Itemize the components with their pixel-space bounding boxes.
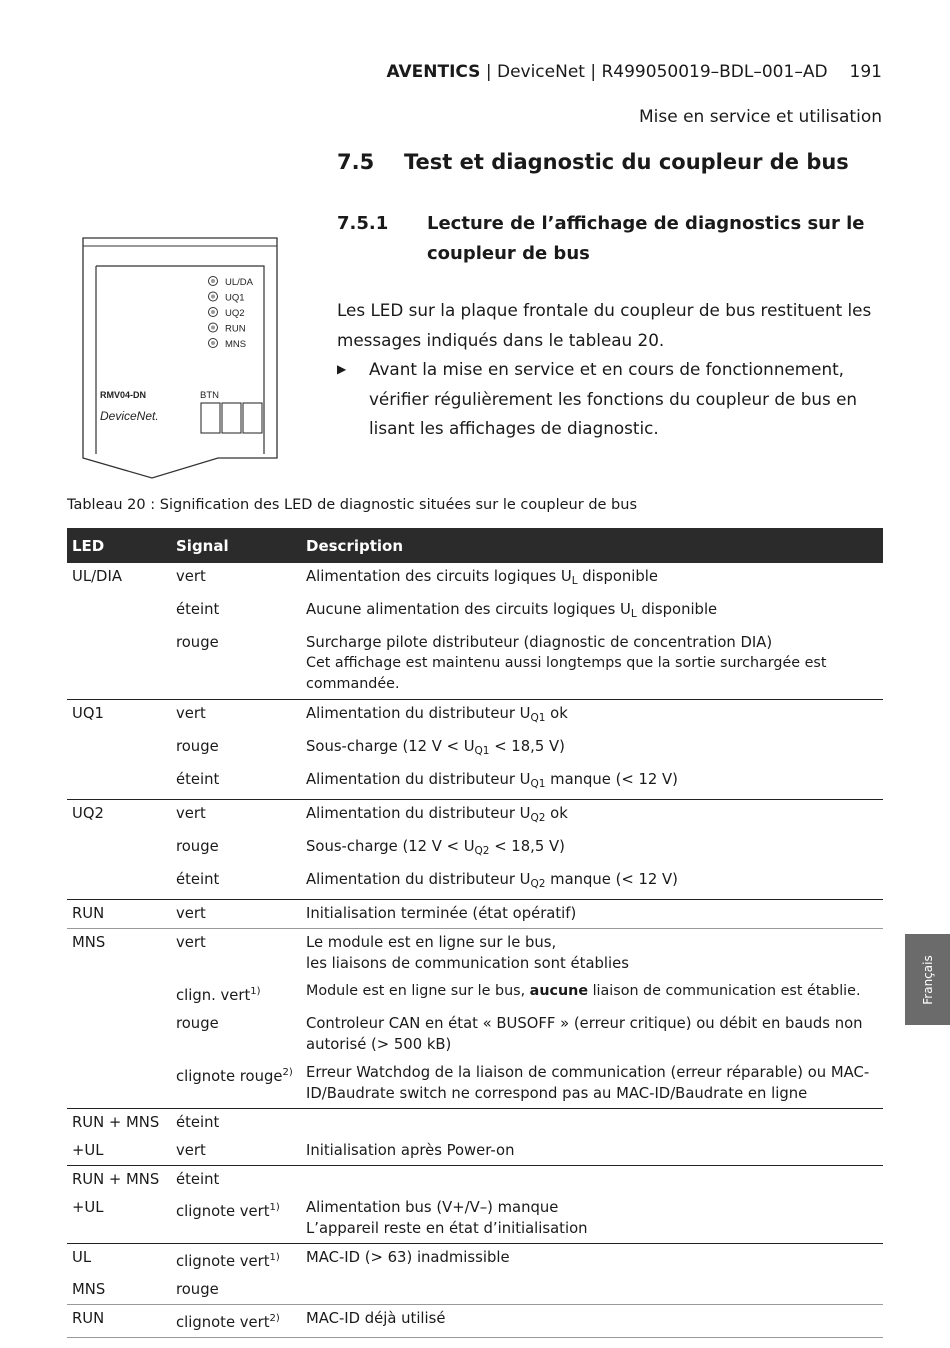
- running-header: [386, 62, 882, 82]
- cell-signal: vert: [176, 1142, 206, 1159]
- led-label-ulda: UL/DA: [225, 277, 253, 288]
- cell-signal: clign. vert$^{1)}$: [176, 986, 261, 1004]
- cell-description: Alimentation des circuits logiques $U_L$ disponible: [306, 568, 659, 587]
- table-caption: Tableau 20 : Signification des LED de diagnostic situées sur le coupleur de bus: [67, 497, 638, 513]
- body-text: [337, 296, 892, 444]
- cell-led: MNS: [67, 929, 171, 979]
- cell-signal: vert: [171, 700, 301, 734]
- led-label-uq1: UQ1: [225, 292, 245, 304]
- device-illustration: [80, 236, 280, 480]
- switch-3: [243, 403, 262, 433]
- cell-description: Alimentation du distributeur $U_{Q1}$ ok: [301, 700, 883, 734]
- cell-description: Alimentation du distributeur $U_{Q1}$ manque (< 12 V): [306, 771, 678, 790]
- cell-signal: rouge: [176, 838, 219, 855]
- cell-description: Initialisation après Power-on: [306, 1142, 515, 1159]
- header-signal: Signal: [171, 528, 301, 563]
- cell-description: MAC-ID déjà utilisé: [301, 1305, 883, 1338]
- cell-description: Sous-charge (12 $V < U_{Q2} < 18,5$ V): [306, 838, 565, 857]
- instruction-bullet: [337, 355, 892, 444]
- table-row: [67, 1137, 883, 1166]
- table-row: [67, 1059, 883, 1109]
- cell-led: RUN: [67, 900, 171, 929]
- cell-description: Erreur Watchdog de la liaison de communication (erreur réparable) ou MAC-ID/Baudrate switch ne correspond pas au MAC-ID/Baudrate en ligne: [306, 1064, 870, 1102]
- table-row: [67, 1305, 883, 1338]
- language-label: Français: [920, 954, 935, 1005]
- intro-paragraph: Les LED sur la plaque frontale du coupleur de bus restituent les messages indiqués dans le tableau 20.: [337, 300, 872, 350]
- cell-led: UQ1: [67, 700, 171, 734]
- led-label-uq2: UQ2: [225, 308, 245, 319]
- led-label-run: RUN: [225, 323, 246, 335]
- chapter-title: Mise en service et utilisation: [638, 107, 882, 127]
- cell-led: UL: [67, 1244, 171, 1277]
- cell-signal: clignote vert$^{2)}$: [171, 1305, 301, 1338]
- table-row: [67, 1010, 883, 1059]
- table-row: [67, 1166, 883, 1195]
- cell-led: RUN: [67, 1305, 171, 1338]
- cell-description: Surcharge pilote distributeur (diagnostic de concentration DIA) Cet affichage est maintenu aussi longtemps que la sortie surchargée est commandée.: [306, 634, 827, 692]
- section-heading: [337, 150, 849, 174]
- led-diagnostic-table: [67, 528, 883, 1338]
- table-row: [67, 866, 883, 900]
- cell-signal: vert: [171, 929, 301, 979]
- cell-signal: éteint: [176, 771, 220, 788]
- cell-description: Le module est en ligne sur le bus, les liaisons de communication sont établies: [301, 929, 883, 979]
- table-row: [67, 629, 883, 700]
- subsection-number: 7.5.1: [337, 213, 389, 234]
- cell-led: MNS: [72, 1281, 106, 1298]
- cell-description: Aucune alimentation des circuits logiques $U_L$ disponible: [306, 601, 718, 620]
- table-row: [67, 700, 883, 734]
- brand-name: AVENTICS: [386, 62, 481, 82]
- cell-signal: éteint: [176, 871, 220, 888]
- cell-description: Sous-charge (12 $V < U_{Q1} < 18,5$ V): [306, 738, 565, 757]
- switch-2: [222, 403, 241, 433]
- table-header-row: [67, 528, 883, 563]
- cell-signal: rouge: [176, 1281, 219, 1298]
- model-label: RMV04-DN: [100, 390, 147, 400]
- table-row: [67, 833, 883, 866]
- cell-led: +UL: [72, 1142, 104, 1159]
- cell-signal: vert: [171, 900, 301, 929]
- cell-led: UL/DIA: [72, 568, 122, 585]
- instruction-text: Avant la mise en service et en cours de fonctionnement, vérifier régulièrement les fonctions du coupleur de bus en lisant les affichages de diagnostic.: [369, 359, 858, 438]
- table-row: [67, 800, 883, 834]
- table-row: [67, 1244, 883, 1277]
- cell-led: RUN + MNS: [67, 1166, 171, 1195]
- cell-description: Initialisation terminée (état opératif): [301, 900, 883, 929]
- section-number: 7.5: [337, 150, 375, 174]
- language-tab: [905, 934, 950, 1025]
- btn-label: BTN: [200, 390, 219, 401]
- header-led: LED: [67, 528, 171, 563]
- table-row: [67, 596, 883, 629]
- cell-description: Alimentation du distributeur $U_{Q2}$ ok: [301, 800, 883, 834]
- bullet-arrow-icon: ▶: [337, 362, 347, 376]
- cell-description: Alimentation bus (V+/V–) manque L’appareil reste en état d’initialisation: [306, 1199, 588, 1237]
- table-row: [67, 563, 883, 596]
- subsection-heading: [337, 209, 897, 269]
- cell-signal: vert: [171, 800, 301, 834]
- section-title: Test et diagnostic du coupleur de bus: [404, 150, 849, 174]
- header-description: Description: [301, 528, 883, 563]
- page-number: 191: [849, 62, 882, 82]
- cell-led: RUN + MNS: [67, 1109, 171, 1138]
- cell-description: MAC-ID (> 63) inadmissible: [301, 1244, 883, 1277]
- led-label-mns: MNS: [225, 339, 247, 350]
- cell-signal: rouge: [176, 634, 219, 651]
- cell-signal: vert: [176, 568, 206, 585]
- cell-signal: rouge: [176, 1015, 219, 1032]
- table-row: [67, 978, 883, 1010]
- table-row: [67, 1109, 883, 1138]
- switch-1: [201, 403, 220, 433]
- table-row: [67, 1276, 883, 1305]
- cell-led: UQ2: [67, 800, 171, 834]
- cell-signal: rouge: [176, 738, 219, 755]
- table-row: [67, 766, 883, 800]
- subsection-title: Lecture de l’affichage de diagnostics sur le coupleur de bus: [427, 213, 865, 264]
- cell-signal: clignote rouge$^{2)}$: [176, 1067, 293, 1085]
- cell-description: Controleur CAN en état « BUSOFF » (erreur critique) ou débit en bauds non autorisé (> 500 kB): [306, 1015, 863, 1053]
- cell-description: Alimentation du distributeur $U_{Q2}$ manque (< 12 V): [306, 871, 678, 890]
- table-row: [67, 733, 883, 766]
- cell-signal: éteint: [176, 601, 220, 618]
- table-row: [67, 1194, 883, 1244]
- cell-description: Module est en ligne sur le bus, aucune liaison de communication est établie.: [306, 983, 861, 999]
- cell-signal: clignote vert$^{1)}$: [171, 1244, 301, 1277]
- cell-signal: éteint: [171, 1109, 301, 1138]
- devicenet-logo: DeviceNet.: [100, 409, 159, 423]
- table-row: [67, 900, 883, 929]
- cell-signal: clignote vert$^{1)}$: [176, 1202, 280, 1220]
- table-row: [67, 929, 883, 979]
- cell-led: +UL: [72, 1199, 104, 1216]
- document-reference: | DeviceNet | R499050019–BDL–001–AD: [480, 62, 828, 82]
- bus-coupler-drawing: [80, 236, 280, 480]
- cell-signal: éteint: [171, 1166, 301, 1195]
